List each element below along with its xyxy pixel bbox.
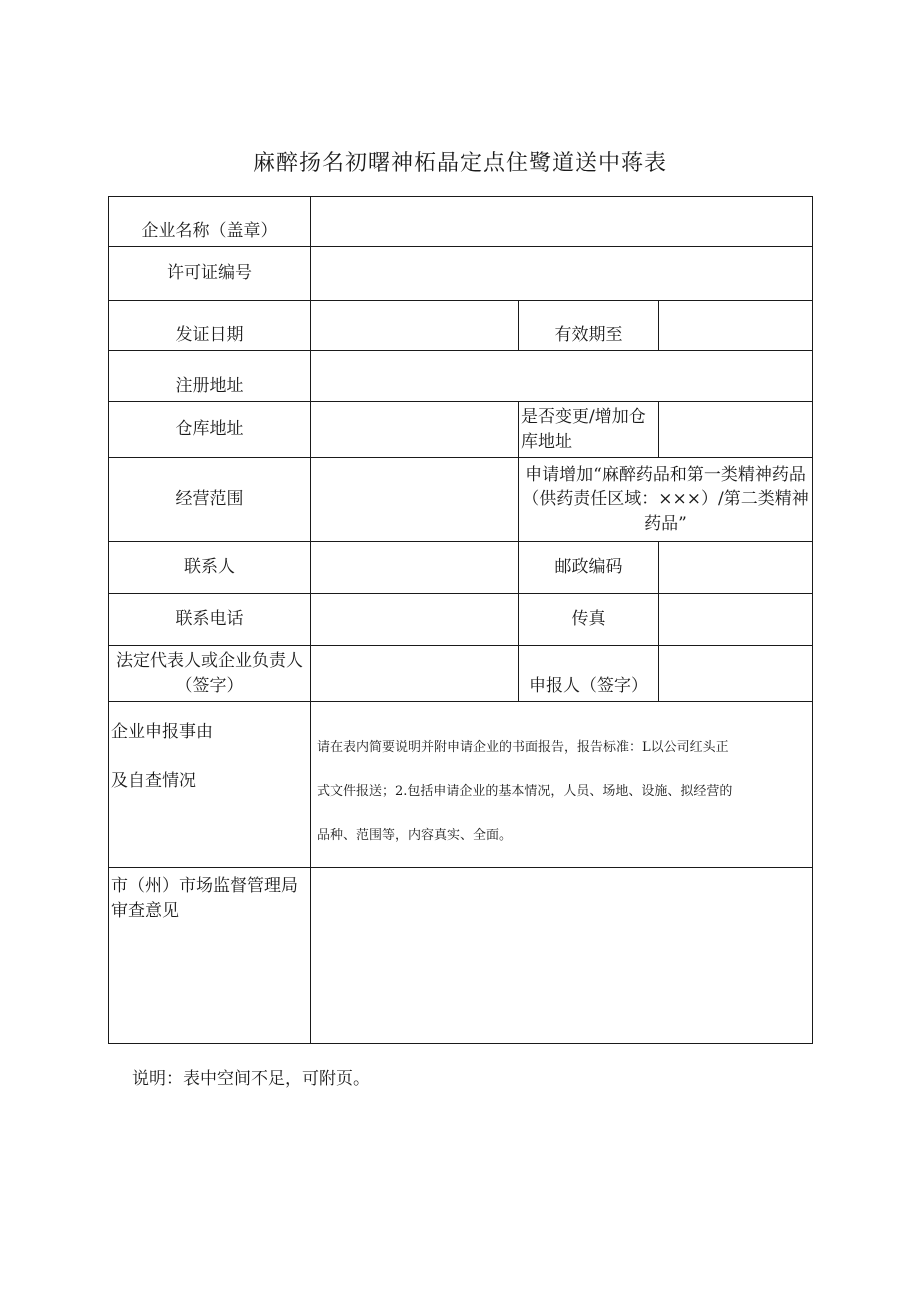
applicant-label: 申报人（签字） xyxy=(519,646,659,702)
row-warehouse xyxy=(109,402,813,458)
row-reason xyxy=(109,702,813,868)
reason-label-line-2: 及自查情况 xyxy=(111,770,196,791)
form-title: 麻醉扬名初曙神柘晶定点住鹭道送中蒋表 xyxy=(252,151,667,176)
reason-instruction-2: 式文件报送；2.包括申请企业的基本情况，人员、场地、设施、拟经营的 xyxy=(317,784,733,800)
valid-until-field[interactable] xyxy=(659,301,813,351)
review-field[interactable] xyxy=(311,868,813,1044)
postcode-field[interactable] xyxy=(659,542,813,594)
applicant-signature-field[interactable] xyxy=(659,646,813,702)
row-issue-date xyxy=(109,301,813,351)
business-scope-note: 申请增加“麻醉药品和第一类精神药品（供药责任区域：×××）/第二类精神药品” xyxy=(519,458,813,542)
contact-label: 联系人 xyxy=(109,542,311,594)
row-legal-rep xyxy=(109,646,813,702)
reg-address-field[interactable] xyxy=(311,351,813,402)
phone-field[interactable] xyxy=(311,594,519,646)
license-no-label: 许可证编号 xyxy=(109,247,311,301)
issue-date-label: 发证日期 xyxy=(109,301,311,351)
footnote: 说明：表中空间不足，可附页。 xyxy=(132,1069,370,1089)
application-form-table xyxy=(108,196,813,1044)
business-scope-label: 经营范围 xyxy=(109,458,311,542)
warehouse-change-label: 是否变更/增加仓库地址 xyxy=(519,402,659,458)
company-name-label: 企业名称（盖章） xyxy=(109,197,311,247)
issue-date-field[interactable] xyxy=(311,301,519,351)
license-no-field[interactable] xyxy=(311,247,813,301)
fax-label: 传真 xyxy=(519,594,659,646)
row-phone xyxy=(109,594,813,646)
row-contact xyxy=(109,542,813,594)
company-name-field[interactable] xyxy=(311,197,813,247)
warehouse-address-field[interactable] xyxy=(311,402,519,458)
warehouse-change-field[interactable] xyxy=(659,402,813,458)
legal-rep-label: 法定代表人或企业负责人（签字） xyxy=(109,646,311,702)
row-license-no xyxy=(109,247,813,301)
contact-field[interactable] xyxy=(311,542,519,594)
warehouse-address-label: 仓库地址 xyxy=(109,402,311,458)
row-business-scope xyxy=(109,458,813,542)
phone-label: 联系电话 xyxy=(109,594,311,646)
reg-address-label: 注册地址 xyxy=(109,351,311,402)
row-company-name xyxy=(109,197,813,247)
legal-rep-signature-field[interactable] xyxy=(311,646,519,702)
postcode-label: 邮政编码 xyxy=(519,542,659,594)
review-label: 市（州）市场监督管理局审查意见 xyxy=(109,868,311,1044)
row-reg-address xyxy=(109,351,813,402)
reason-field[interactable] xyxy=(311,702,813,868)
fax-field[interactable] xyxy=(659,594,813,646)
business-scope-field[interactable] xyxy=(311,458,519,542)
reason-instruction-1: 请在表内简要说明并附申请企业的书面报告，报告标准：L以公司红头正 xyxy=(317,740,729,756)
reason-label xyxy=(109,702,311,868)
row-review xyxy=(109,868,813,1044)
reason-label-line-1: 企业申报事由 xyxy=(111,722,213,742)
valid-until-label: 有效期至 xyxy=(519,301,659,351)
reason-instruction-3: 品种、范围等，内容真实、全面。 xyxy=(317,827,513,843)
